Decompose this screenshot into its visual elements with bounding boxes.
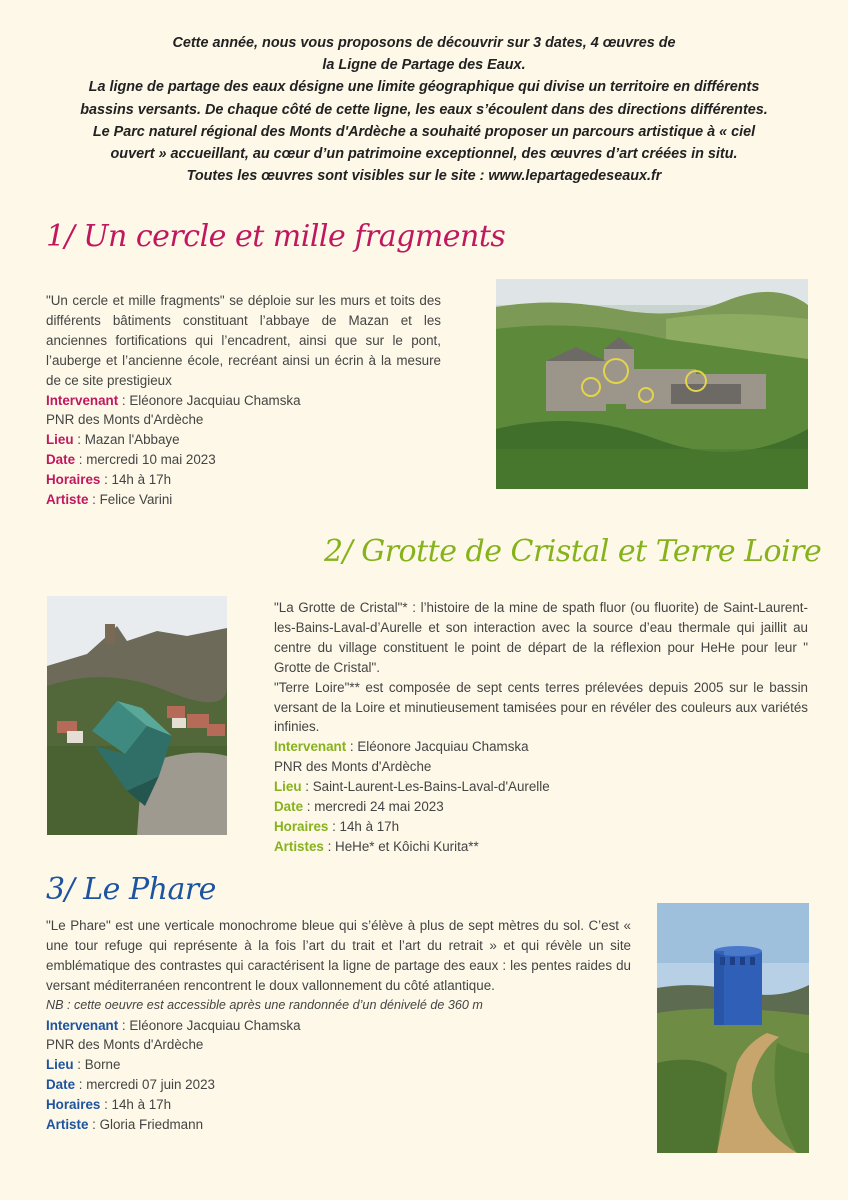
lieu-label: Lieu xyxy=(46,1057,74,1073)
work-3-title: 3/ Le Phare xyxy=(46,872,216,907)
horaires-value: : 14h à 17h xyxy=(100,472,172,488)
work-1-details xyxy=(46,291,441,510)
intervenant-value: : Eléonore Jacquiau Chamska xyxy=(346,739,529,755)
lieu-value: : Mazan l'Abbaye xyxy=(73,432,180,448)
date-row xyxy=(46,450,441,470)
horaires-value: : 14h à 17h xyxy=(100,1097,172,1113)
abbey-photo xyxy=(496,279,808,489)
artiste-label: Artistes xyxy=(274,838,324,854)
intervenant-label: Intervenant xyxy=(46,392,119,408)
artiste-value: : HeHe* et Kôichi Kurita** xyxy=(323,838,479,854)
intro-line: bassins versants. De chaque côté de cette ligne, les eaux s’écoulent dans des directions différentes. xyxy=(80,101,768,118)
intro-line: Toutes les œuvres sont visibles sur le site : www.lepartagedeseaux.fr xyxy=(186,168,662,185)
intervenant-label: Intervenant xyxy=(274,739,347,755)
artiste-value: : Gloria Friedmann xyxy=(88,1117,204,1133)
artiste-row xyxy=(274,837,808,857)
artiste-label: Artiste xyxy=(46,1117,89,1133)
crystal-cave-photo xyxy=(47,596,227,835)
date-label: Date xyxy=(274,799,304,815)
artiste-label: Artiste xyxy=(46,492,89,508)
work-2-description-2: "Terre Loire"** est composée de sept cents terres prélevées depuis 2005 sur le bassin versant de la Loire et minutieusement tamisées pour en révéler des couleurs aux variétés infinies. xyxy=(274,679,808,735)
work-2-title: 2/ Grotte de Cristal et Terre Loire xyxy=(324,534,822,569)
horaires-label: Horaires xyxy=(46,472,101,488)
blue-tower-photo xyxy=(657,903,809,1153)
lieu-value: : Saint-Laurent-Les-Bains-Laval-d'Aurelle xyxy=(301,779,550,795)
organisation: PNR des Monts d'Ardèche xyxy=(274,759,432,775)
work-3-note: NB : cette oeuvre est accessible après une randonnée d’un dénivelé de 360 m xyxy=(46,997,483,1012)
work-2-details xyxy=(274,598,808,857)
date-value: : mercredi 07 juin 2023 xyxy=(75,1077,215,1093)
date-value: : mercredi 10 mai 2023 xyxy=(75,452,216,468)
intervenant-value: : Eléonore Jacquiau Chamska xyxy=(118,392,301,408)
artiste-row xyxy=(46,1115,631,1135)
intervenant-row xyxy=(46,391,441,411)
work-1-title: 1/ Un cercle et mille fragments xyxy=(46,219,506,254)
intro-line: la Ligne de Partage des Eaux. xyxy=(322,57,526,74)
lieu-row xyxy=(46,430,441,450)
intro-line: Le Parc naturel régional des Monts d'Ardèche a souhaité proposer un parcours artistique à « ciel xyxy=(92,123,756,140)
lieu-row xyxy=(46,1055,631,1075)
date-value: : mercredi 24 mai 2023 xyxy=(303,799,444,815)
lieu-label: Lieu xyxy=(274,779,302,795)
horaires-label: Horaires xyxy=(46,1097,101,1113)
intervenant-row xyxy=(274,737,808,757)
lieu-row xyxy=(274,777,808,797)
horaires-row xyxy=(274,817,808,837)
intro-line: La ligne de partage des eaux désigne une limite géographique qui divise un territoire en différents xyxy=(88,79,760,96)
work-2-description-1: "La Grotte de Cristal"* : l’histoire de la mine de spath fluor (ou fluorite) de Saint-Laurent-les-Bains-Laval-d’Aurelle et son interaction avec la source d’eau thermale qui jaillit au centre du village constituent le point de départ de la réflexion pour HeHe pour leur " Grotte de Cristal". xyxy=(274,600,808,675)
horaires-value: : 14h à 17h xyxy=(328,818,400,834)
work-3-details xyxy=(46,916,631,1135)
organisation: PNR des Monts d'Ardèche xyxy=(46,412,204,428)
intro-text xyxy=(40,32,808,187)
date-row xyxy=(46,1075,631,1095)
work-3-description: "Le Phare" est une verticale monochrome bleue qui s’élève à plus de sept mètres du sol. C’est « une tour refuge qui représente à la fois l’art du trait et l’art du retrait » et qui révèle un site emblématique des contrastes qui caractérisent la ligne de partage des eaux : les pentes raides du versant méditerranéen rencontrent le doux vallonnement du côté atlantique. xyxy=(46,918,631,993)
artiste-row xyxy=(46,490,441,510)
lieu-value: : Borne xyxy=(73,1057,121,1073)
lieu-label: Lieu xyxy=(46,432,74,448)
artiste-value: : Felice Varini xyxy=(88,492,173,508)
date-label: Date xyxy=(46,452,76,468)
horaires-label: Horaires xyxy=(274,818,329,834)
work-1-description: "Un cercle et mille fragments" se déploie sur les murs et toits des différents bâtiments constituant l’abbaye de Mazan et les anciennes fortifications qui l’encadrent, ainsi que sur le pont, l’auberge et l’ancienne école, recréant ainsi un écrin à la mesure de ce site prestigieux xyxy=(46,293,441,388)
intro-line: ouvert » accueillant, au cœur d’un patrimoine exceptionnel, des œuvres d’art créées in situ. xyxy=(110,146,738,163)
intervenant-value: : Eléonore Jacquiau Chamska xyxy=(118,1017,301,1033)
date-label: Date xyxy=(46,1077,76,1093)
horaires-row xyxy=(46,1095,631,1115)
intervenant-label: Intervenant xyxy=(46,1017,119,1033)
date-row xyxy=(274,797,808,817)
horaires-row xyxy=(46,470,441,490)
organisation: PNR des Monts d'Ardèche xyxy=(46,1037,204,1053)
intro-line: Cette année, nous vous proposons de découvrir sur 3 dates, 4 œuvres de xyxy=(172,35,676,51)
intervenant-row xyxy=(46,1016,631,1036)
